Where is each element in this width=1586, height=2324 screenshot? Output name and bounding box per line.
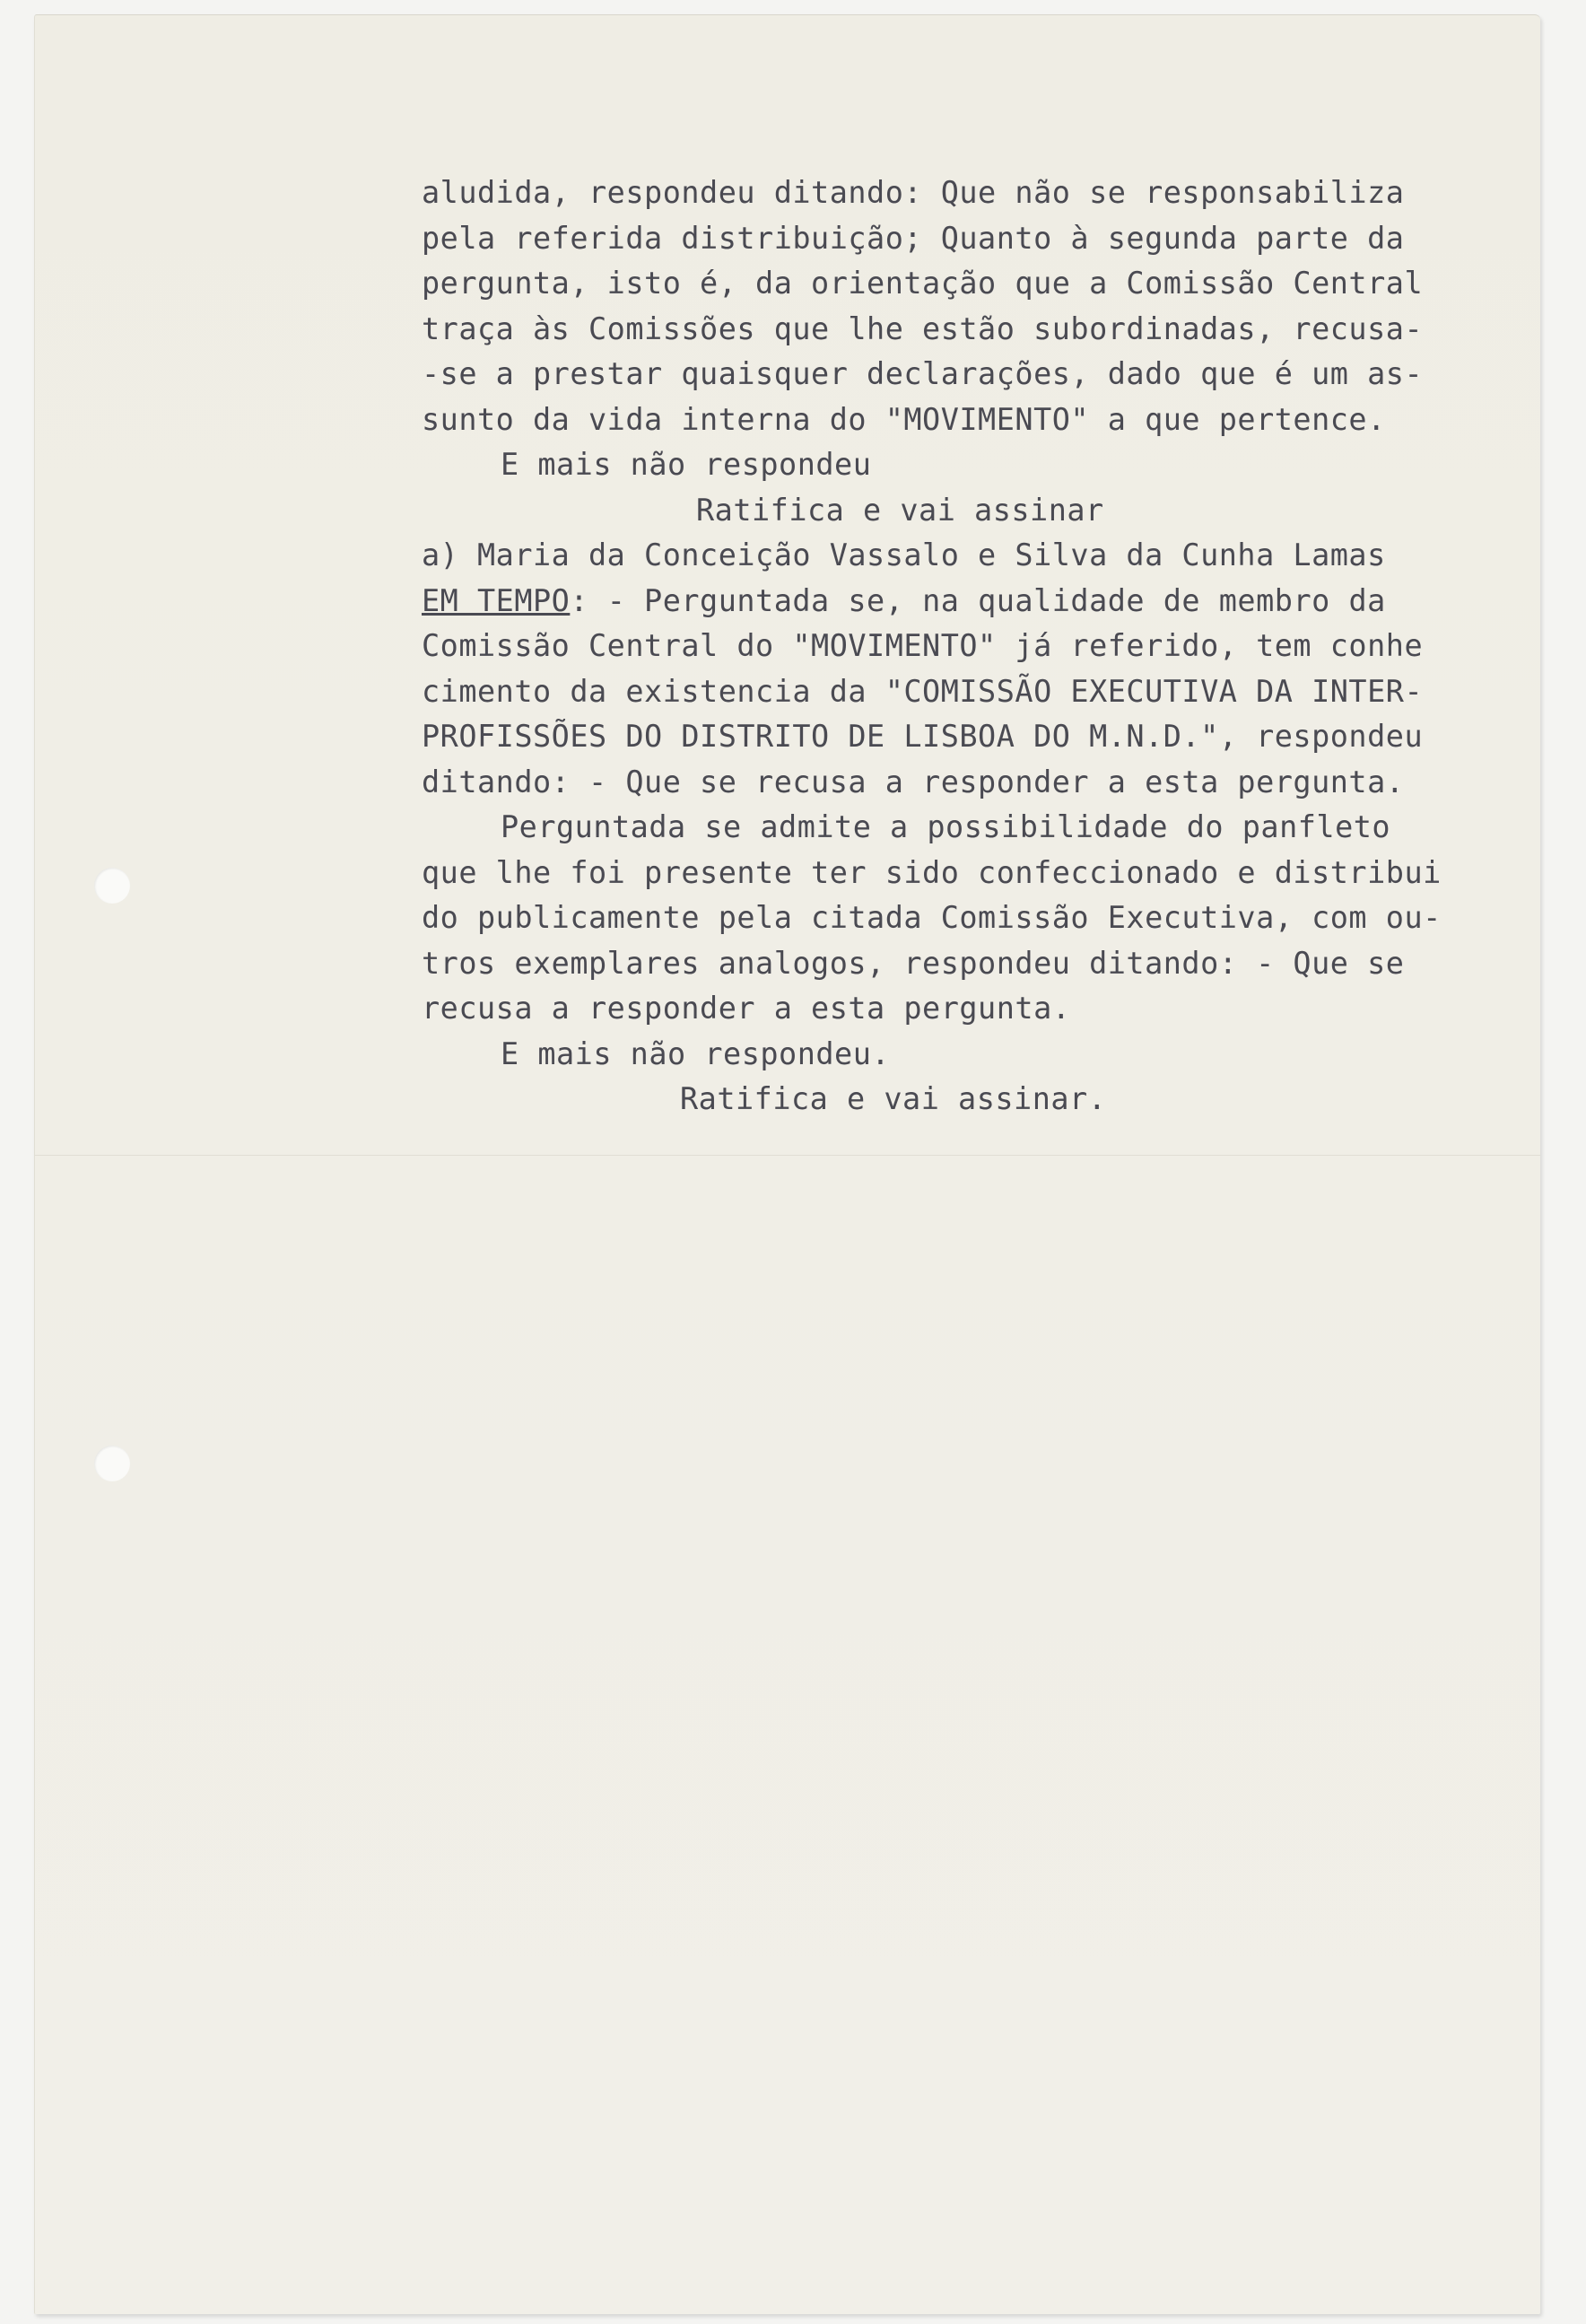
text-line: tros exemplares analogos, respondeu ditando: - Que se	[422, 945, 1405, 981]
signature-line: a) Maria da Conceição Vassalo e Silva da Cunha Lamas	[422, 537, 1386, 572]
text-line: E mais não respondeu.	[501, 1035, 891, 1071]
em-tempo-line	[422, 579, 1525, 625]
text-line: Ratifica e vai assinar	[696, 492, 1104, 528]
text-line: traça às Comissões que lhe estão subordinadas, recusa-	[422, 310, 1424, 346]
text-line: aludida, respondeu ditando: Que não se responsabiliza	[422, 175, 1405, 210]
text-line: que lhe foi presente ter sido confeccionado e distribui	[422, 854, 1442, 890]
em-tempo-text: : - Perguntada se, na qualidade de membro da	[570, 582, 1386, 618]
text-line: pela referida distribuição; Quanto à segunda parte da	[422, 220, 1405, 256]
text-line: E mais não respondeu	[501, 447, 872, 482]
text-line: Perguntada se admite a possibilidade do panfleto	[501, 809, 1391, 844]
text-line: -se a prestar quaisquer declarações, dado que é um as-	[422, 356, 1424, 391]
text-line: recusa a responder a esta pergunta.	[422, 991, 1071, 1026]
text-line: cimento da existencia da "COMISSÃO EXECUTIVA DA INTER-	[422, 673, 1424, 709]
text-line: Ratifica e vai assinar.	[680, 1081, 1107, 1116]
em-tempo-label: EM TEMPO	[422, 582, 571, 618]
text-line: PROFISSÕES DO DISTRITO DE LISBOA DO M.N.D.", respondeu	[422, 719, 1424, 754]
text-line: pergunta, isto é, da orientação que a Comissão Central	[422, 266, 1424, 301]
punch-hole-top	[94, 868, 130, 904]
text-line: ditando: - Que se recusa a responder a esta pergunta.	[422, 764, 1405, 799]
text-line: sunto da vida interna do "MOVIMENTO" a que pertence.	[422, 401, 1386, 437]
typewritten-text	[422, 170, 1525, 1123]
text-line: Comissão Central do "MOVIMENTO" já referido, tem conhe	[422, 628, 1424, 663]
text-line: do publicamente pela citada Comissão Executiva, com ou-	[422, 900, 1442, 935]
paper-fold-line	[35, 1155, 1540, 1156]
punch-hole-bottom	[94, 1446, 130, 1481]
